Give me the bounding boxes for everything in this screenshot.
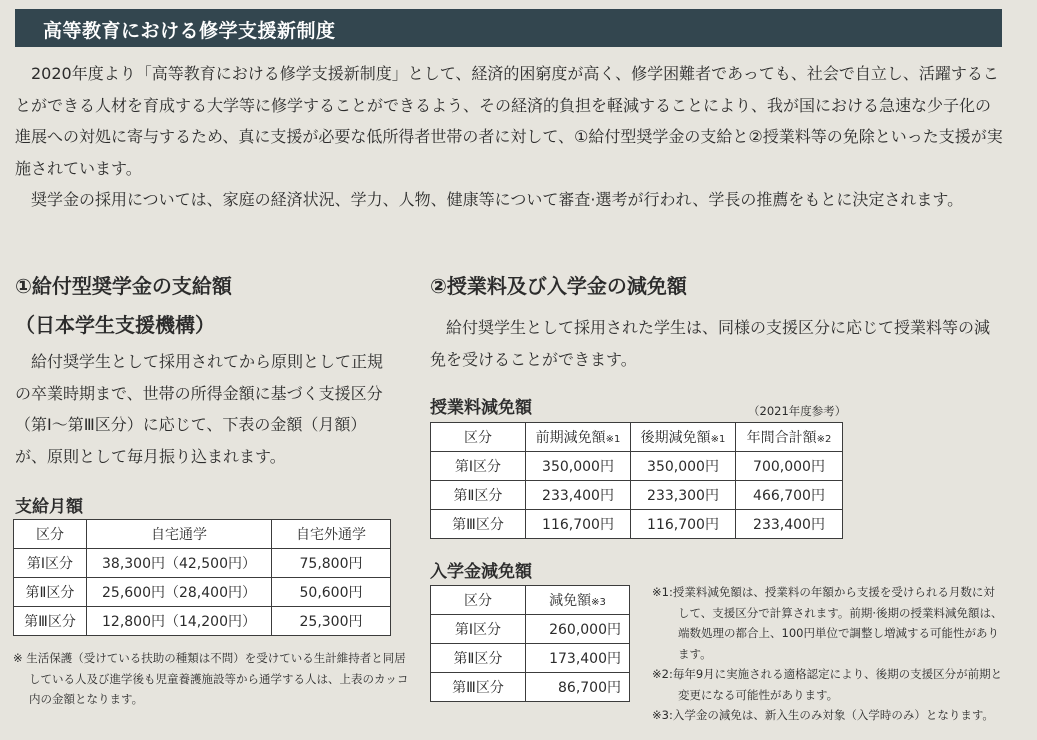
table-row <box>431 644 630 673</box>
table-header: 自宅通学 <box>87 520 272 549</box>
table-cell: 第Ⅰ区分 <box>14 549 87 578</box>
table-header-row <box>431 423 843 452</box>
table-cell: 38,300円（42,500円） <box>87 549 272 578</box>
table-header: 自宅外通学 <box>272 520 391 549</box>
table-row <box>431 510 843 539</box>
intro-paragraph-1: 2020年度より「高等教育における修学支援新制度」として、経済的困窮度が高く、修学困難者であっても、社会で自立し、活躍することができる人材を育成する大学等に修学することができるよう、その経済的負担を軽減することにより、我が国における急速な少子化の進展への対処に寄与するため、真に支援が必要な低所得者世帯の者に対して、①給付型奨学金の支給と②授業料等の免除といった支援が実施されています。 <box>15 64 1003 178</box>
section1-heading-line1: ①給付型奨学金の支給額 <box>15 274 232 298</box>
table-header-row <box>431 586 630 615</box>
table-cell: 第Ⅲ区分 <box>431 673 526 702</box>
table-cell: 50,600円 <box>272 578 391 607</box>
note-mark: ※2: <box>652 667 673 681</box>
tuition-table <box>430 422 843 539</box>
table-cell: 第Ⅱ区分 <box>431 644 526 673</box>
table-header: 後期減免額※1 <box>631 423 736 452</box>
admission-table <box>430 585 630 702</box>
table-cell: 第Ⅰ区分 <box>431 452 526 481</box>
table-cell: 466,700円 <box>736 481 843 510</box>
table-header: 区分 <box>14 520 87 549</box>
section1-note <box>13 648 409 710</box>
tuition-reference-year: （2021年度参考） <box>748 404 847 418</box>
table-cell: 25,600円（28,400円） <box>87 578 272 607</box>
note-text: 入学金の減免は、新入生のみ対象（入学時のみ）となります。 <box>672 708 994 722</box>
page-title: 高等教育における修学支援新制度 <box>43 20 336 42</box>
table-cell: 233,400円 <box>736 510 843 539</box>
note-text: 授業料減免額は、授業料の年額から支援を受けられる月数に対して、支援区分で計算されます。前期·後期の授業料減免額は、端数処理の都合上、100円単位で調整し増減する可能性があります。 <box>672 585 1003 661</box>
table-row <box>431 481 843 510</box>
section2-notes <box>652 582 1004 726</box>
monthly-amount-title: 支給月額 <box>15 497 83 517</box>
table-cell: 第Ⅰ区分 <box>431 615 526 644</box>
section1-heading <box>15 270 232 338</box>
note-mark: ※ <box>13 651 23 665</box>
table-header: 前期減免額※1 <box>526 423 631 452</box>
table-cell: 25,300円 <box>272 607 391 636</box>
table-cell: 173,400円 <box>526 644 630 673</box>
table-cell: 12,800円（14,200円） <box>87 607 272 636</box>
table-header: 区分 <box>431 586 526 615</box>
table-row <box>14 607 391 636</box>
table-cell: 86,700円 <box>526 673 630 702</box>
admission-title: 入学金減免額 <box>430 562 532 582</box>
section2-body: 給付奨学生として採用された学生は、同様の支援区分に応じて授業料等の減免を受けることができます。 <box>430 318 991 369</box>
table-cell: 第Ⅱ区分 <box>14 578 87 607</box>
note-item <box>652 664 1004 705</box>
intro-text <box>15 58 1005 216</box>
table-cell: 233,300円 <box>631 481 736 510</box>
table-cell: 700,000円 <box>736 452 843 481</box>
table-cell: 350,000円 <box>631 452 736 481</box>
note-mark: ※1: <box>652 585 673 599</box>
section1-body: 給付奨学生として採用されてから原則として正規の卒業時期まで、世帯の所得金額に基づく支援区分（第Ⅰ～第Ⅲ区分）に応じて、下表の金額（月額）が、原則として毎月振り込まれます。 <box>15 352 384 466</box>
table-cell: 116,700円 <box>631 510 736 539</box>
monthly-amount-table <box>13 519 391 636</box>
table-row <box>431 615 630 644</box>
table-cell: 第Ⅲ区分 <box>14 607 87 636</box>
table-header-row <box>14 520 391 549</box>
note-text: 毎年9月に実施される適格認定により、後期の支援区分が前期と変更になる可能性があります。 <box>672 667 1003 702</box>
note-text: 生活保護（受けている扶助の種類は不問）を受けている生計維持者と同居している人及び進学後も児童養護施設等から通学する人は、上表のカッコ内の金額となります。 <box>26 651 409 706</box>
note-item <box>652 582 1004 664</box>
table-cell: 350,000円 <box>526 452 631 481</box>
note-item <box>652 705 1004 726</box>
title-bar <box>15 9 1002 47</box>
section1-heading-line2: （日本学生支援機構） <box>15 313 215 337</box>
table-cell: 233,400円 <box>526 481 631 510</box>
tuition-title: 授業料減免額 <box>430 398 532 418</box>
table-row <box>431 452 843 481</box>
table-row <box>14 578 391 607</box>
table-header: 減免額※3 <box>526 586 630 615</box>
table-cell: 260,000円 <box>526 615 630 644</box>
table-header: 区分 <box>431 423 526 452</box>
table-cell: 第Ⅲ区分 <box>431 510 526 539</box>
table-cell: 116,700円 <box>526 510 631 539</box>
table-header: 年間合計額※2 <box>736 423 843 452</box>
section2-heading: ②授業料及び入学金の減免額 <box>430 274 687 298</box>
table-cell: 第Ⅱ区分 <box>431 481 526 510</box>
note-mark: ※3: <box>652 708 673 722</box>
table-row <box>14 549 391 578</box>
intro-paragraph-2: 奨学金の採用については、家庭の経済状況、学力、人物、健康等について審査·選考が行われ、学長の推薦をもとに決定されます。 <box>31 190 964 209</box>
table-row <box>431 673 630 702</box>
table-cell: 75,800円 <box>272 549 391 578</box>
